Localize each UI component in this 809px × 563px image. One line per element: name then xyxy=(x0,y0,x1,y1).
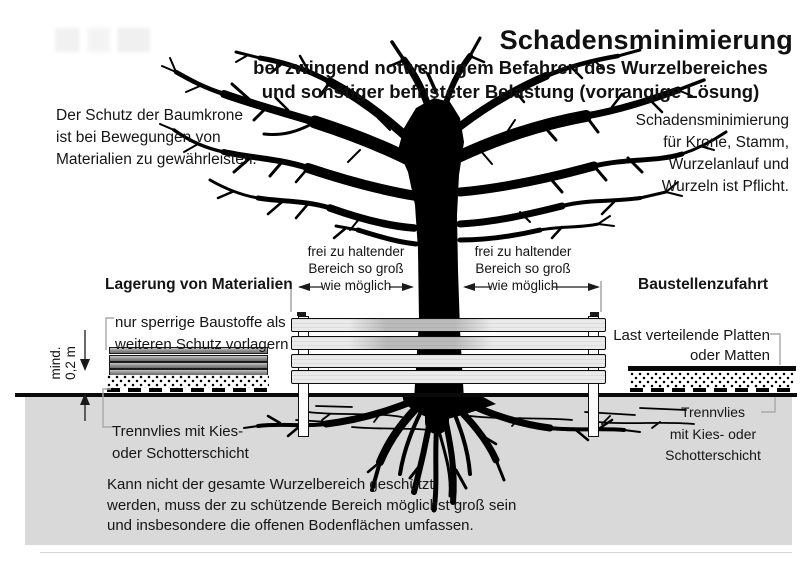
label-min-depth: mind. 0,2 m xyxy=(48,346,78,380)
note-crown-protection: Der Schutz der Baumkrone ist bei Bewegungen von Materialien zu gewährleisten. xyxy=(56,107,257,168)
page-title: Schadensminimierung xyxy=(499,25,793,55)
label-fleece-left: Trennvlies mit Kies- oder Schotterschicht xyxy=(112,423,249,462)
note-root-area-protection: Kann nicht der gesamte Wurzelbereich geschützt werden, muss der zu schützende Bereich möglichst groß sein und insbesondere die offenen Bodenflächen umfassen. xyxy=(107,476,517,534)
label-keep-clear-right: frei zu haltender Bereich so groß wie möglich xyxy=(474,244,572,293)
header-site-access: Baustellenzufahrt xyxy=(638,276,769,293)
label-fleece-right: Trennvlies mit Kies- oder Schotterschicht xyxy=(665,404,761,463)
page-subtitle-1: bei zwingend notwendigem Befahren des Wurzelbereiches xyxy=(253,57,768,78)
bottom-edge-line xyxy=(40,552,792,553)
page-subtitle-2: und sonstiger befristeter Belastung (vorrangige Lösung) xyxy=(261,81,760,102)
label-load-plates: Last verteilende Platten oder Matten xyxy=(613,327,770,364)
label-bulky-materials: nur sperrige Baustoffe als weiteren Schutz vorlagern xyxy=(115,314,289,353)
title-block xyxy=(228,25,793,104)
note-damage-minimisation-duty: Schadensminimierung für Krone, Stamm, Wurzelanlauf und Wurzeln ist Pflicht. xyxy=(635,112,789,195)
header-material-storage: Lagerung von Materialien xyxy=(105,276,293,293)
label-keep-clear-left: frei zu haltender Bereich so groß wie möglich xyxy=(307,244,405,293)
